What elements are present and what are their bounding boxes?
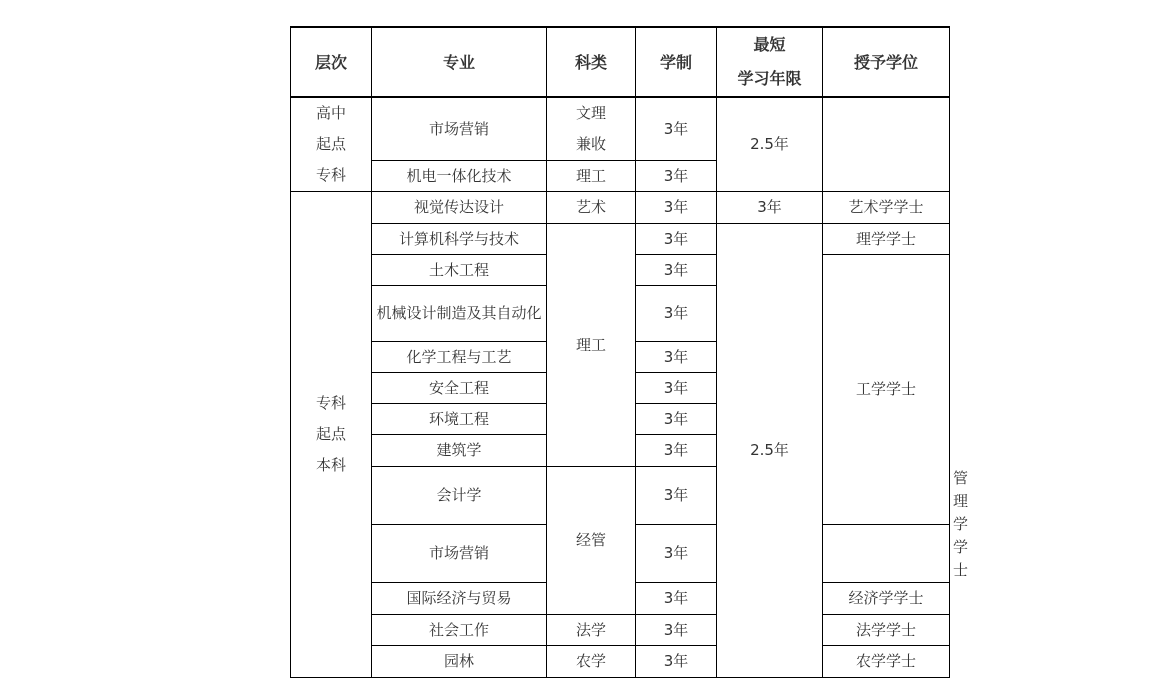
major-cell: 社会工作 xyxy=(372,615,547,646)
degree-cell: 艺术学学士 xyxy=(823,192,950,224)
header-degree: 授予学位 xyxy=(823,27,950,97)
major-cell: 视觉传达设计 xyxy=(372,192,547,224)
table-row xyxy=(291,97,950,161)
duration-cell: 3年 xyxy=(636,646,717,678)
duration-cell: 3年 xyxy=(636,615,717,646)
table-row xyxy=(291,615,950,646)
degree-cell: 农学学士 xyxy=(823,646,950,678)
duration-cell: 3年 xyxy=(636,404,717,435)
duration-cell: 3年 xyxy=(636,583,717,615)
duration-cell: 3年 xyxy=(636,97,717,161)
major-cell: 建筑学 xyxy=(372,435,547,467)
duration-cell: 3年 xyxy=(636,435,717,467)
duration-cell: 3年 xyxy=(636,161,717,192)
duration-cell: 3年 xyxy=(636,467,717,525)
major-cell: 计算机科学与技术 xyxy=(372,224,547,255)
major-cell: 市场营销 xyxy=(372,525,547,583)
duration-cell: 3年 xyxy=(636,525,717,583)
table-row xyxy=(291,646,950,678)
duration-cell: 3年 xyxy=(636,224,717,255)
degree-cell xyxy=(823,97,950,192)
degree-cell: 工学学士 xyxy=(823,255,950,525)
major-cell: 化学工程与工艺 xyxy=(372,342,547,373)
major-cell: 安全工程 xyxy=(372,373,547,404)
duration-cell: 3年 xyxy=(636,373,717,404)
min-years-cell: 2.5年 xyxy=(717,97,823,192)
category-cell: 理工 xyxy=(547,161,636,192)
major-cell: 园林 xyxy=(372,646,547,678)
major-cell: 土木工程 xyxy=(372,255,547,286)
duration-cell: 3年 xyxy=(636,255,717,286)
duration-cell: 3年 xyxy=(636,286,717,342)
duration-cell: 3年 xyxy=(636,342,717,373)
major-cell: 会计学 xyxy=(372,467,547,525)
table-row xyxy=(291,192,950,224)
major-cell: 机械设计制造及其自动化 xyxy=(372,286,547,342)
category-cell: 农学 xyxy=(547,646,636,678)
category-cell: 文理 兼收 xyxy=(547,97,636,161)
degree-cell: 理学学士 xyxy=(823,224,950,255)
category-cell: 法学 xyxy=(547,615,636,646)
header-duration: 学制 xyxy=(636,27,717,97)
program-table xyxy=(290,26,969,678)
min-years-cell: 3年 xyxy=(717,192,823,224)
major-cell: 环境工程 xyxy=(372,404,547,435)
table-row xyxy=(291,224,950,255)
degree-cell: 法学学士 xyxy=(823,615,950,646)
major-cell: 机电一体化技术 xyxy=(372,161,547,192)
table-row: 会计学 经管 3年 管理学学士 xyxy=(291,467,950,525)
major-cell: 市场营销 xyxy=(372,97,547,161)
header-major: 专业 xyxy=(372,27,547,97)
category-cell: 理工 xyxy=(547,224,636,467)
category-cell: 经管 xyxy=(547,467,636,615)
degree-cell: 经济学学士 xyxy=(823,583,950,615)
header-level: 层次 xyxy=(291,27,372,97)
level-cell: 专科 起点 本科 xyxy=(291,192,372,678)
min-years-cell: 2.5年 xyxy=(717,224,823,678)
category-cell: 艺术 xyxy=(547,192,636,224)
level-cell: 高中 起点 专科 xyxy=(291,97,372,192)
header-min-years: 最短 学习年限 xyxy=(717,27,823,97)
duration-cell: 3年 xyxy=(636,192,717,224)
header-category: 科类 xyxy=(547,27,636,97)
major-cell: 国际经济与贸易 xyxy=(372,583,547,615)
header-row xyxy=(291,27,950,97)
